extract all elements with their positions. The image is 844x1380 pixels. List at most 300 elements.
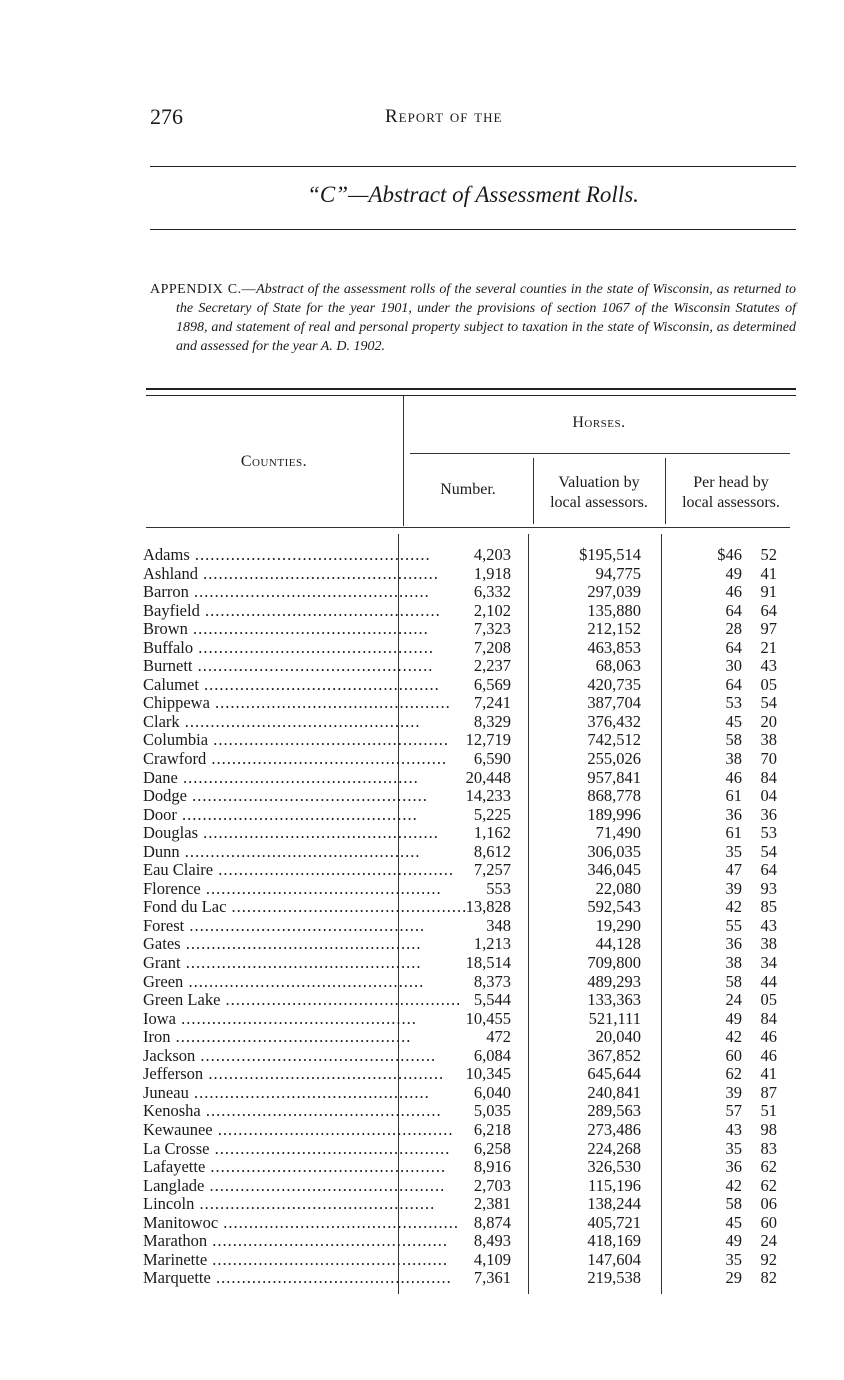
county-name (143, 934, 422, 954)
leader-dots: .............................................. (209, 1138, 451, 1158)
leader-dots: .............................................. (193, 637, 434, 657)
county-label: Florence (143, 878, 201, 898)
county-label: Crawford (143, 749, 207, 769)
horses-valuation: 240,841 (587, 1082, 641, 1102)
per-head-dollars: 35 (725, 1138, 742, 1158)
per-head-dollars: 29 (725, 1268, 742, 1288)
leader-dots: .............................................. (212, 1119, 454, 1139)
horses-number: 20,448 (465, 767, 511, 787)
per-head-dollars: $46 (717, 545, 742, 564)
leader-dots: .............................................. (198, 823, 439, 843)
per-head-dollars: 58 (725, 730, 742, 750)
leader-dots: .............................................. (218, 1212, 460, 1232)
horses-number: 6,590 (473, 749, 511, 769)
leader-dots: .............................................. (206, 749, 448, 769)
county-name (143, 1101, 442, 1121)
per-head-cents: 44 (760, 971, 777, 991)
county-name (143, 693, 451, 713)
table-row (0, 1140, 844, 1159)
horses-valuation: 376,432 (587, 711, 641, 731)
county-label: Brown (143, 619, 188, 639)
county-name (143, 656, 434, 676)
horses-valuation: 367,852 (587, 1045, 641, 1065)
table-row (0, 1010, 844, 1029)
table-row (0, 806, 844, 825)
per-head-cents: 87 (760, 1082, 777, 1102)
horses-number: 6,218 (473, 1119, 511, 1139)
per-head-dollars: 24 (725, 990, 742, 1010)
horses-number: 7,257 (473, 860, 511, 880)
county-name (143, 804, 418, 824)
per-head-cents: 83 (760, 1138, 777, 1158)
horses-valuation: 289,563 (587, 1101, 641, 1121)
county-label: Marquette (143, 1268, 211, 1288)
per-head-dollars: 30 (725, 656, 742, 676)
horses-valuation: $195,514 (579, 545, 641, 564)
table-row (0, 639, 844, 658)
header-valuation-line2: local assessors. (550, 494, 648, 511)
county-label: Kewaunee (143, 1119, 213, 1139)
horses-number: 4,203 (473, 545, 511, 564)
per-head-cents: 05 (760, 990, 777, 1010)
per-head-cents: 38 (760, 934, 777, 954)
horses-number: 6,084 (473, 1045, 511, 1065)
horses-number: 10,455 (465, 1008, 511, 1028)
per-head-dollars: 61 (725, 823, 742, 843)
per-head-dollars: 42 (725, 1175, 742, 1195)
county-name (143, 545, 431, 564)
horses-valuation: 306,035 (587, 841, 641, 861)
county-label: Burnett (143, 656, 193, 676)
header-valuation-line1: Valuation by (558, 474, 640, 491)
leader-dots: .............................................. (203, 1064, 445, 1084)
horses-valuation: 19,290 (595, 915, 641, 935)
county-label: Calumet (143, 674, 199, 694)
per-head-dollars: 60 (725, 1045, 742, 1065)
per-head-cents: 21 (760, 637, 777, 657)
table-row (0, 1047, 844, 1066)
county-name (143, 619, 429, 639)
per-head-cents: 36 (760, 804, 777, 824)
table-row (0, 713, 844, 732)
header-per-head-line2: local assessors. (682, 494, 780, 511)
county-name (143, 730, 449, 750)
per-head-cents: 82 (760, 1268, 777, 1288)
county-name (143, 1175, 446, 1195)
table-row (0, 1102, 844, 1121)
horses-valuation: 868,778 (587, 786, 641, 806)
county-name (143, 563, 439, 583)
county-name (143, 841, 421, 861)
county-label: Clark (143, 711, 180, 731)
horses-valuation: 326,530 (587, 1157, 641, 1177)
per-head-cents: 93 (760, 878, 777, 898)
per-head-cents: 04 (760, 786, 777, 806)
horses-valuation: 521,111 (588, 1008, 641, 1028)
leader-dots: .............................................. (204, 1175, 446, 1195)
county-name (143, 990, 462, 1010)
county-label: Dunn (143, 841, 180, 861)
per-head-dollars: 43 (725, 1119, 742, 1139)
horses-number: 6,332 (473, 582, 511, 602)
horses-valuation: 20,040 (595, 1027, 641, 1047)
county-label: Fond du Lac (143, 897, 227, 917)
per-head-cents: 64 (760, 860, 777, 880)
horses-number: 6,040 (473, 1082, 511, 1102)
per-head-dollars: 36 (725, 934, 742, 954)
table-row (0, 917, 844, 936)
horses-number: 7,241 (473, 693, 511, 713)
horses-number: 1,162 (473, 823, 511, 843)
table-row (0, 1269, 844, 1288)
leader-dots: .............................................. (205, 1157, 447, 1177)
table-row (0, 1214, 844, 1233)
county-name (143, 971, 425, 991)
county-label: Langlade (143, 1175, 205, 1195)
horses-number: 5,035 (473, 1101, 511, 1121)
table-row (0, 565, 844, 584)
county-name (143, 1231, 449, 1251)
per-head-cents: 46 (760, 1027, 777, 1047)
leader-dots: .............................................. (207, 1249, 449, 1269)
horses-number: 7,208 (473, 637, 511, 657)
per-head-dollars: 61 (725, 786, 742, 806)
per-head-cents: 70 (760, 749, 777, 769)
per-head-dollars: 64 (725, 637, 742, 657)
county-name (143, 582, 430, 602)
horses-number: 2,703 (473, 1175, 511, 1195)
horses-number: 18,514 (465, 953, 511, 973)
appendix-intro (150, 280, 796, 356)
county-label: Eau Claire (143, 860, 214, 880)
per-head-dollars: 28 (725, 619, 742, 639)
horses-valuation: 115,196 (587, 1175, 641, 1195)
table-row (0, 935, 844, 954)
leader-dots: .............................................. (200, 878, 442, 898)
per-head-dollars: 58 (725, 1194, 742, 1214)
county-name (143, 897, 468, 917)
horses-valuation: 71,490 (595, 823, 641, 843)
table-row (0, 1158, 844, 1177)
section-title: “C”—Abstract of Assessment Rolls. (307, 182, 639, 207)
county-label: Bayfield (143, 600, 200, 620)
county-label: Kenosha (143, 1101, 201, 1121)
table-row (0, 657, 844, 676)
county-name (143, 1027, 412, 1047)
horses-valuation: 147,604 (587, 1249, 641, 1269)
county-label: Forest (143, 915, 185, 935)
header-per-head (666, 473, 796, 513)
table-row (0, 731, 844, 750)
per-head-dollars: 38 (725, 953, 742, 973)
per-head-cents: 24 (760, 1231, 777, 1251)
table-row (0, 583, 844, 602)
horses-number: 12,719 (465, 730, 511, 750)
leader-dots: .............................................. (187, 619, 429, 639)
table-row (0, 620, 844, 639)
horses-number: 5,544 (473, 990, 511, 1010)
table-row (0, 843, 844, 862)
table-row (0, 1084, 844, 1103)
running-head: Report of the (385, 106, 503, 127)
county-label: Barron (143, 582, 189, 602)
table-top-rule (146, 388, 796, 396)
per-head-cents: 62 (760, 1157, 777, 1177)
county-label: Marathon (143, 1231, 208, 1251)
horses-valuation: 255,026 (587, 749, 641, 769)
header-horses: Horses. (572, 414, 626, 431)
horses-number: 2,381 (473, 1194, 511, 1214)
per-head-cents: 85 (760, 897, 777, 917)
horses-number: 348 (486, 915, 511, 935)
county-name (143, 1249, 449, 1269)
per-head-dollars: 49 (725, 563, 742, 583)
county-name (143, 749, 448, 769)
per-head-cents: 53 (760, 823, 777, 843)
county-name (143, 1212, 460, 1232)
per-head-dollars: 57 (725, 1101, 742, 1121)
county-name (143, 786, 428, 806)
per-head-cents: 64 (760, 600, 777, 620)
horses-number: 6,258 (473, 1138, 511, 1158)
county-label: Columbia (143, 730, 209, 750)
table-row (0, 1121, 844, 1140)
header-bottom-rule (146, 527, 790, 528)
per-head-cents: 84 (760, 767, 777, 787)
appendix-description: Abstract of the assessment rolls of the several counties in the state of Wisconsin, as returned to the Secretary of State for the year 1901, under the provisions of section 1067 of the Wisconsin Statutes of 1898, and statement of real and personal property subject to taxation in the state of Wisconsin, as determined and assessed for the year A. D. 1902. (176, 282, 796, 354)
table-row (0, 1028, 844, 1047)
county-label: Douglas (143, 823, 198, 843)
leader-dots: .............................................. (183, 971, 425, 991)
table-row (0, 991, 844, 1010)
horses-valuation: 22,080 (595, 878, 641, 898)
horses-valuation: 489,293 (587, 971, 641, 991)
county-name (143, 823, 439, 843)
county-label: Dane (143, 767, 178, 787)
per-head-dollars: 38 (725, 749, 742, 769)
header-number: Number. (440, 481, 496, 498)
horses-valuation: 742,512 (587, 730, 641, 750)
horses-valuation: 189,996 (587, 804, 641, 824)
leader-dots: .............................................. (170, 1027, 412, 1047)
horses-number: 472 (486, 1027, 511, 1047)
table-row (0, 898, 844, 917)
horses-number: 8,373 (473, 971, 511, 991)
leader-dots: .............................................. (209, 693, 451, 713)
county-name (143, 674, 440, 694)
leader-dots: .............................................. (198, 674, 440, 694)
county-name (143, 1157, 447, 1177)
per-head-dollars: 55 (725, 915, 742, 935)
table-row (0, 676, 844, 695)
per-head-cents: 43 (760, 915, 777, 935)
horses-number: 7,361 (473, 1268, 511, 1288)
leader-dots: .............................................. (179, 841, 421, 861)
county-name (143, 600, 441, 620)
horses-valuation: 405,721 (587, 1212, 641, 1232)
page-number: 276 (150, 104, 183, 129)
horses-valuation: 138,244 (587, 1194, 641, 1214)
per-head-dollars: 46 (725, 767, 742, 787)
county-name (143, 1268, 452, 1288)
horses-number: 7,323 (473, 619, 511, 639)
per-head-cents: 84 (760, 1008, 777, 1028)
table-row (0, 973, 844, 992)
horses-underline (410, 453, 790, 454)
county-label: Gates (143, 934, 181, 954)
appendix-lead: APPENDIX C.— (150, 282, 257, 297)
horses-number: 2,237 (473, 656, 511, 676)
per-head-dollars: 35 (725, 1249, 742, 1269)
horses-valuation: 346,045 (587, 860, 641, 880)
leader-dots: .............................................. (200, 1101, 442, 1121)
horses-number: 13,828 (465, 897, 511, 917)
horses-valuation: 135,880 (587, 600, 641, 620)
per-head-cents: 20 (760, 711, 777, 731)
horses-valuation: 133,363 (587, 990, 641, 1010)
table-row (0, 1232, 844, 1251)
county-name (143, 711, 421, 731)
per-head-cents: 54 (760, 693, 777, 713)
county-label: Iron (143, 1027, 171, 1047)
county-label: Buffalo (143, 637, 194, 657)
table-row (0, 769, 844, 788)
leader-dots: .............................................. (189, 545, 431, 564)
county-label: Adams (143, 545, 190, 564)
county-name (143, 1138, 451, 1158)
county-label: Chippewa (143, 693, 210, 713)
county-name (143, 1045, 437, 1065)
county-label: Green (143, 971, 184, 991)
horses-valuation: 957,841 (587, 767, 641, 787)
county-name (143, 1064, 445, 1084)
table-row (0, 750, 844, 769)
header-per-head-line1: Per head by (693, 474, 769, 491)
per-head-dollars: 58 (725, 971, 742, 991)
horses-valuation: 297,039 (587, 582, 641, 602)
per-head-cents: 34 (760, 953, 777, 973)
per-head-dollars: 45 (725, 1212, 742, 1232)
horses-valuation: 645,644 (587, 1064, 641, 1084)
horses-number: 8,329 (473, 711, 511, 731)
leader-dots: .............................................. (179, 711, 421, 731)
horses-number: 8,874 (473, 1212, 511, 1232)
per-head-cents: 92 (760, 1249, 777, 1269)
leader-dots: .............................................. (220, 990, 462, 1010)
per-head-cents: 60 (760, 1212, 777, 1232)
leader-dots: .............................................. (184, 915, 426, 935)
table-row (0, 1065, 844, 1084)
county-name (143, 860, 454, 880)
table-row (0, 602, 844, 621)
table-row (0, 694, 844, 713)
county-label: Ashland (143, 563, 198, 583)
leader-dots: .............................................. (208, 730, 449, 750)
table-row (0, 824, 844, 843)
per-head-dollars: 36 (725, 804, 742, 824)
county-label: La Crosse (143, 1138, 210, 1158)
horses-valuation: 224,268 (587, 1138, 641, 1158)
table-row (0, 1195, 844, 1214)
horses-valuation: 44,128 (595, 934, 641, 954)
leader-dots: .............................................. (188, 1082, 430, 1102)
table-row (0, 546, 844, 565)
per-head-dollars: 42 (725, 1027, 742, 1047)
per-head-dollars: 47 (725, 860, 742, 880)
per-head-cents: 51 (760, 1101, 777, 1121)
leader-dots: .............................................. (199, 600, 441, 620)
leader-dots: .............................................. (198, 563, 439, 583)
leader-dots: .............................................. (188, 582, 430, 602)
table-row (0, 880, 844, 899)
per-head-dollars: 49 (725, 1008, 742, 1028)
horses-number: 1,213 (473, 934, 511, 954)
horses-number: 6,569 (473, 674, 511, 694)
county-name (143, 915, 426, 935)
per-head-cents: 46 (760, 1045, 777, 1065)
per-head-dollars: 62 (725, 1064, 742, 1084)
per-head-cents: 52 (760, 545, 777, 564)
per-head-cents: 62 (760, 1175, 777, 1195)
horses-number: 8,612 (473, 841, 511, 861)
leader-dots: .............................................. (207, 1231, 449, 1251)
county-label: Manitowoc (143, 1212, 219, 1232)
county-label: Jackson (143, 1045, 196, 1065)
county-name (143, 1082, 430, 1102)
per-head-cents: 43 (760, 656, 777, 676)
horses-valuation: 420,735 (587, 674, 641, 694)
horses-valuation: 418,169 (587, 1231, 641, 1251)
per-head-dollars: 39 (725, 1082, 742, 1102)
county-name (143, 767, 419, 787)
county-label: Iowa (143, 1008, 176, 1028)
horses-number: 8,916 (473, 1157, 511, 1177)
county-name (143, 1194, 436, 1214)
county-label: Grant (143, 953, 181, 973)
table-row (0, 787, 844, 806)
horses-valuation: 387,704 (587, 693, 641, 713)
leader-dots: .............................................. (180, 934, 422, 954)
leader-dots: .............................................. (180, 953, 422, 973)
leader-dots: .............................................. (194, 1194, 436, 1214)
horses-valuation: 219,538 (587, 1268, 641, 1288)
per-head-cents: 41 (760, 1064, 777, 1084)
horses-valuation: 709,800 (587, 953, 641, 973)
horses-valuation: 94,775 (595, 563, 641, 583)
leader-dots: .............................................. (226, 897, 468, 917)
horses-valuation: 68,063 (595, 656, 641, 676)
horses-number: 5,225 (473, 804, 511, 824)
per-head-dollars: 64 (725, 600, 742, 620)
per-head-dollars: 42 (725, 897, 742, 917)
per-head-cents: 06 (760, 1194, 777, 1214)
leader-dots: .............................................. (210, 1268, 452, 1288)
county-label: Green Lake (143, 990, 221, 1010)
table-body (0, 546, 844, 1288)
header-valuation (534, 473, 664, 513)
leader-dots: .............................................. (175, 1008, 417, 1028)
table-row (0, 861, 844, 880)
per-head-dollars: 39 (725, 878, 742, 898)
leader-dots: .............................................. (176, 804, 418, 824)
table-row (0, 1251, 844, 1270)
table-row (0, 1177, 844, 1196)
per-head-dollars: 64 (725, 674, 742, 694)
per-head-dollars: 53 (725, 693, 742, 713)
per-head-cents: 97 (760, 619, 777, 639)
title-bottom-rule (150, 229, 796, 230)
per-head-cents: 54 (760, 841, 777, 861)
